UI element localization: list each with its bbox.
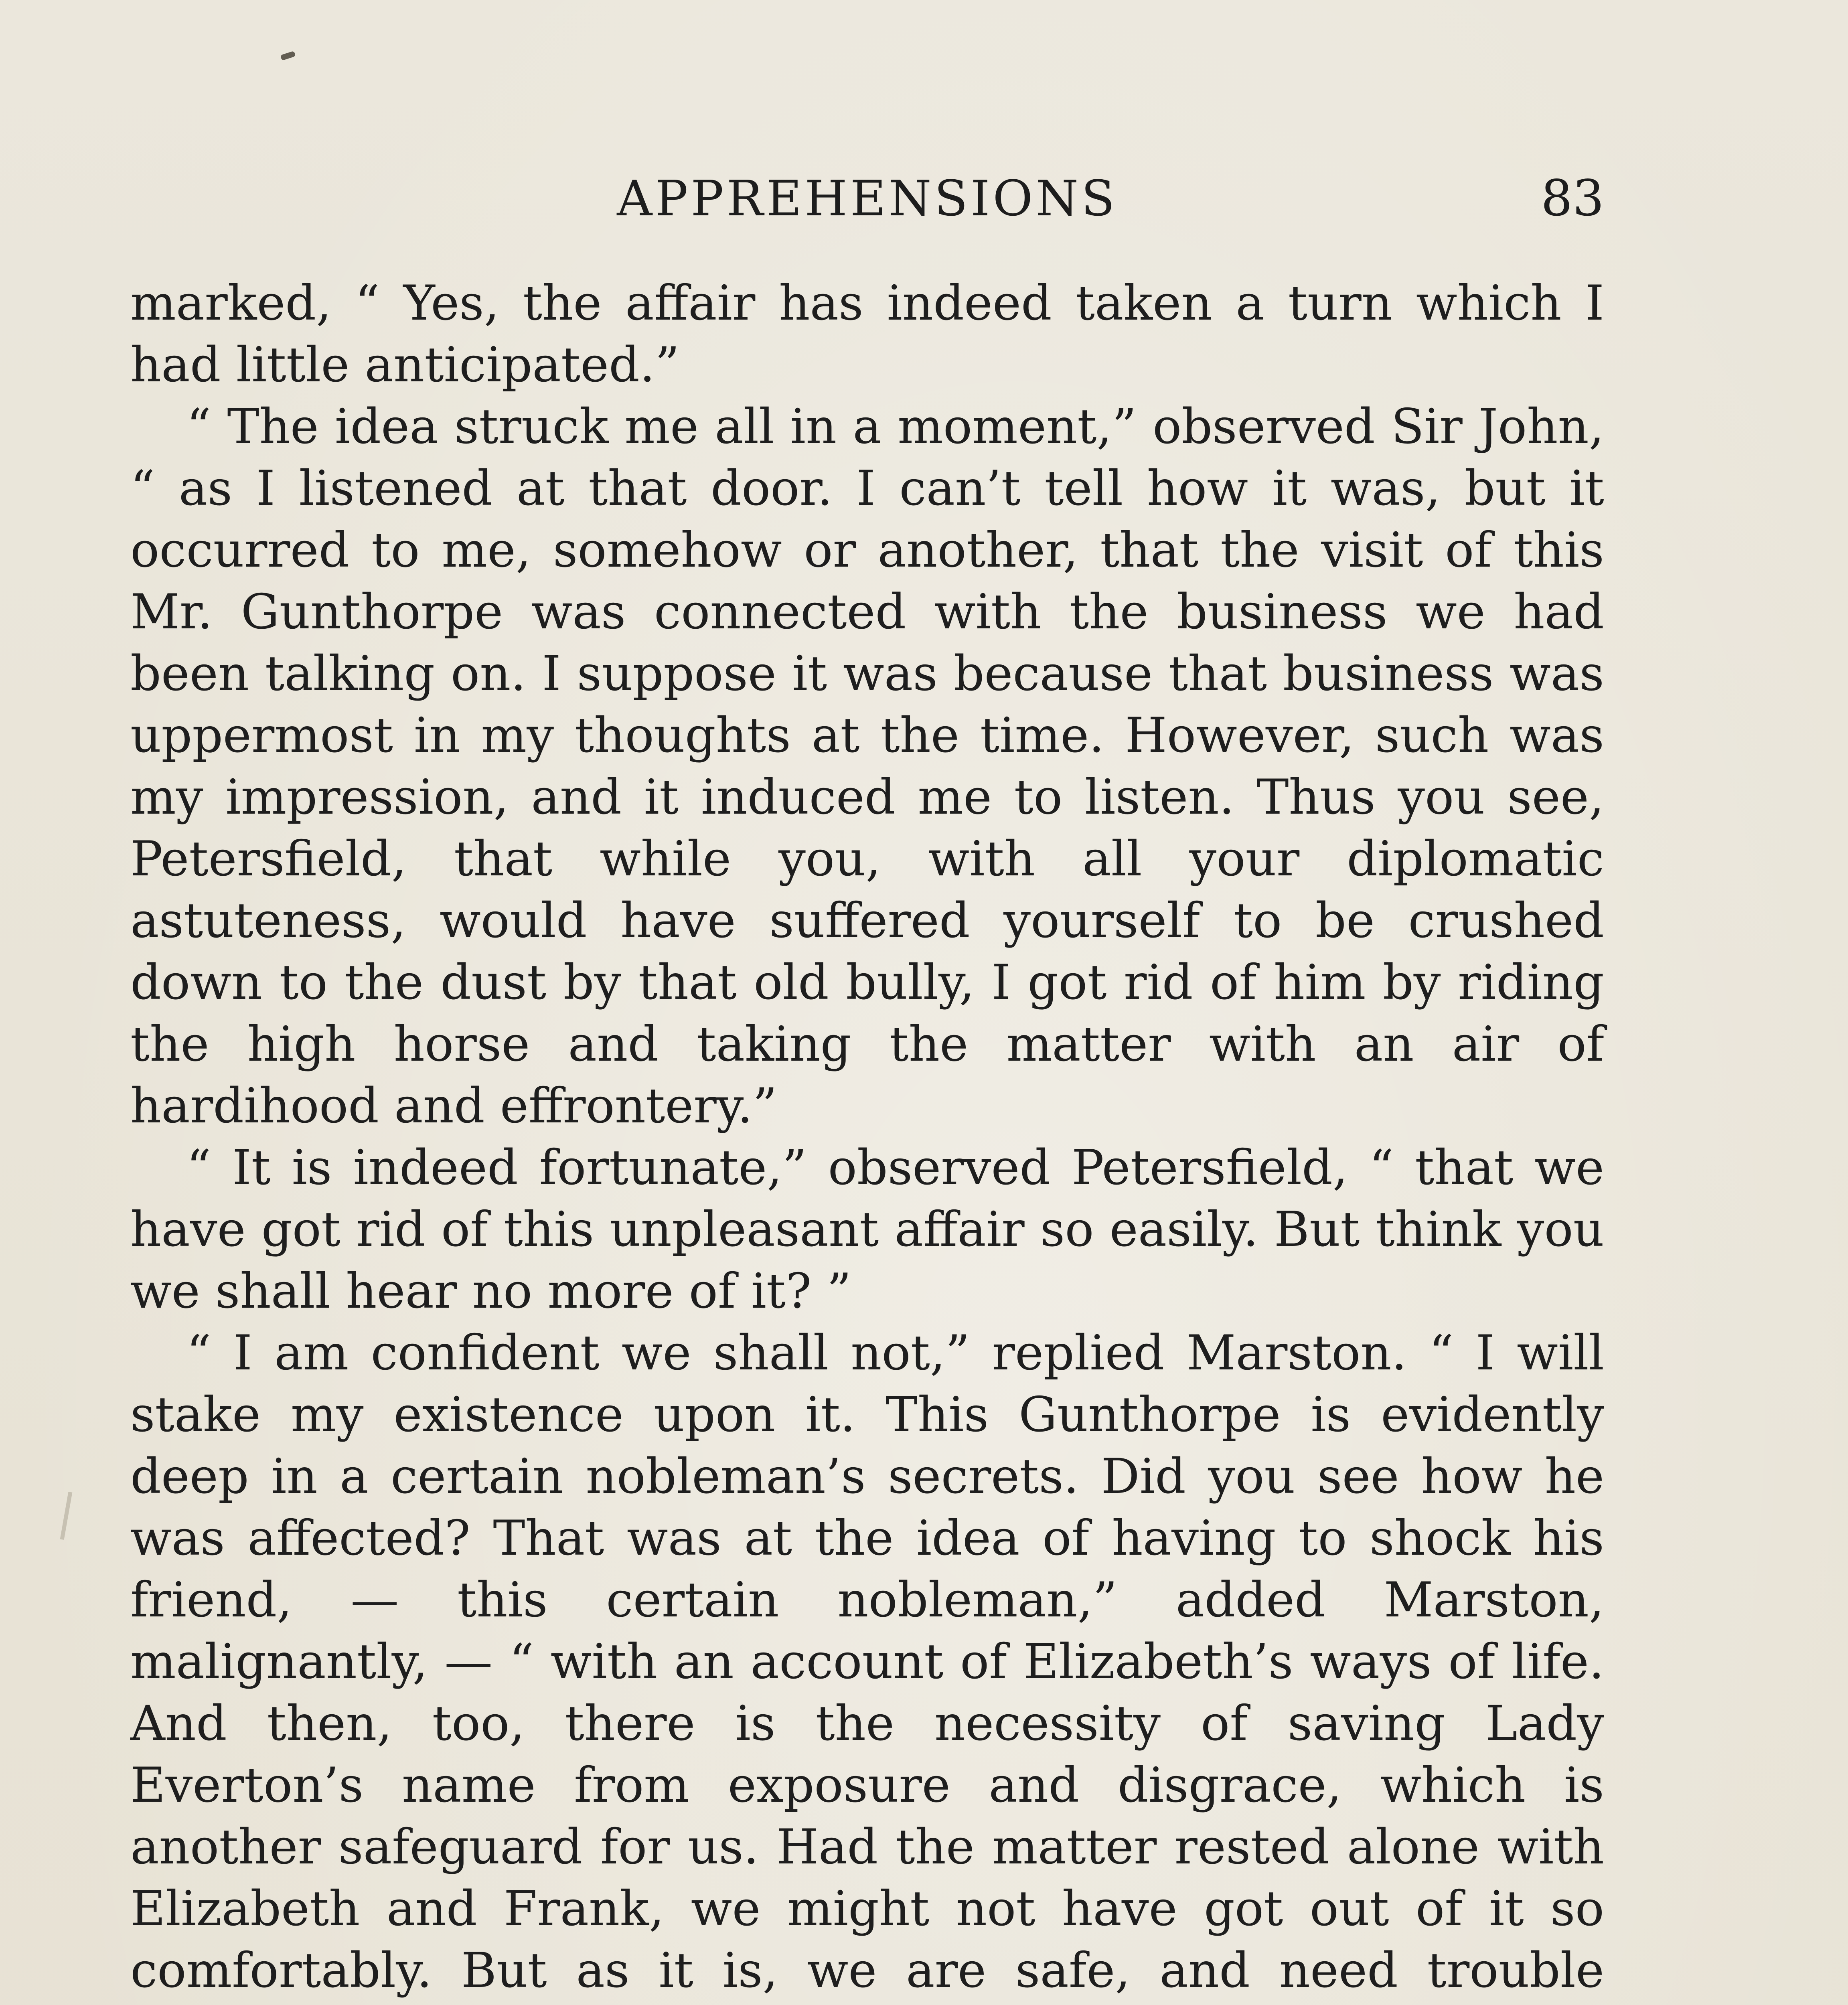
- paragraph: “ I am confident we shall not,” replied Marston. “ I will stake my existence upon it. This Gunthorpe is evidently deep in a certain nobleman’s secrets. Did you see how he was affected? That was at the idea of having to shock his friend, — this certain nobleman,” added Marston, malignantly, — “ with an account of Elizabeth’s ways of life. And then, too, there is the necessity of saving Lady Everton’s name from exposure and disgrace, which is another safeguard for us. Had the matter rested alone with Elizabeth and Frank, we might not have got out of it so comfortably. But as it is, we are safe, and need trouble: [130, 1325, 1604, 1999]
- page-number: 83: [1541, 170, 1604, 227]
- paragraph: “ It is indeed fortunate,” observed Petersfield, “ that we have got rid of this unpleasant affair so easily. But think you we shall hear no more of it? ”: [130, 1140, 1604, 1319]
- body-text: [130, 273, 1604, 2005]
- margin-mark: [60, 1492, 73, 1540]
- paragraph: “ The idea struck me all in a moment,” observed Sir John, “ as I listened at that door. I can’t tell how it was, but it occurred to me, somehow or another, that the visit of this Mr. Gunthorpe was connected with the business we had been talking on. I suppose it was because that business was uppermost in my thoughts at the time. However, such was my impression, and it induced me to listen. Thus you see, Petersfield, that while you, with all your diplomatic astuteness, would have suffered yourself to be crushed down to the dust by that old bully, I got rid of him by riding the high horse and taking the matter with an air of hardihood and effrontery.”: [130, 399, 1604, 1134]
- paragraph: marked, “ Yes, the affair has indeed taken a turn which I had little anticipated.”: [130, 275, 1604, 393]
- ink-speck: [280, 51, 296, 61]
- page-header: [130, 160, 1604, 237]
- running-title: APPREHENSIONS: [617, 170, 1118, 227]
